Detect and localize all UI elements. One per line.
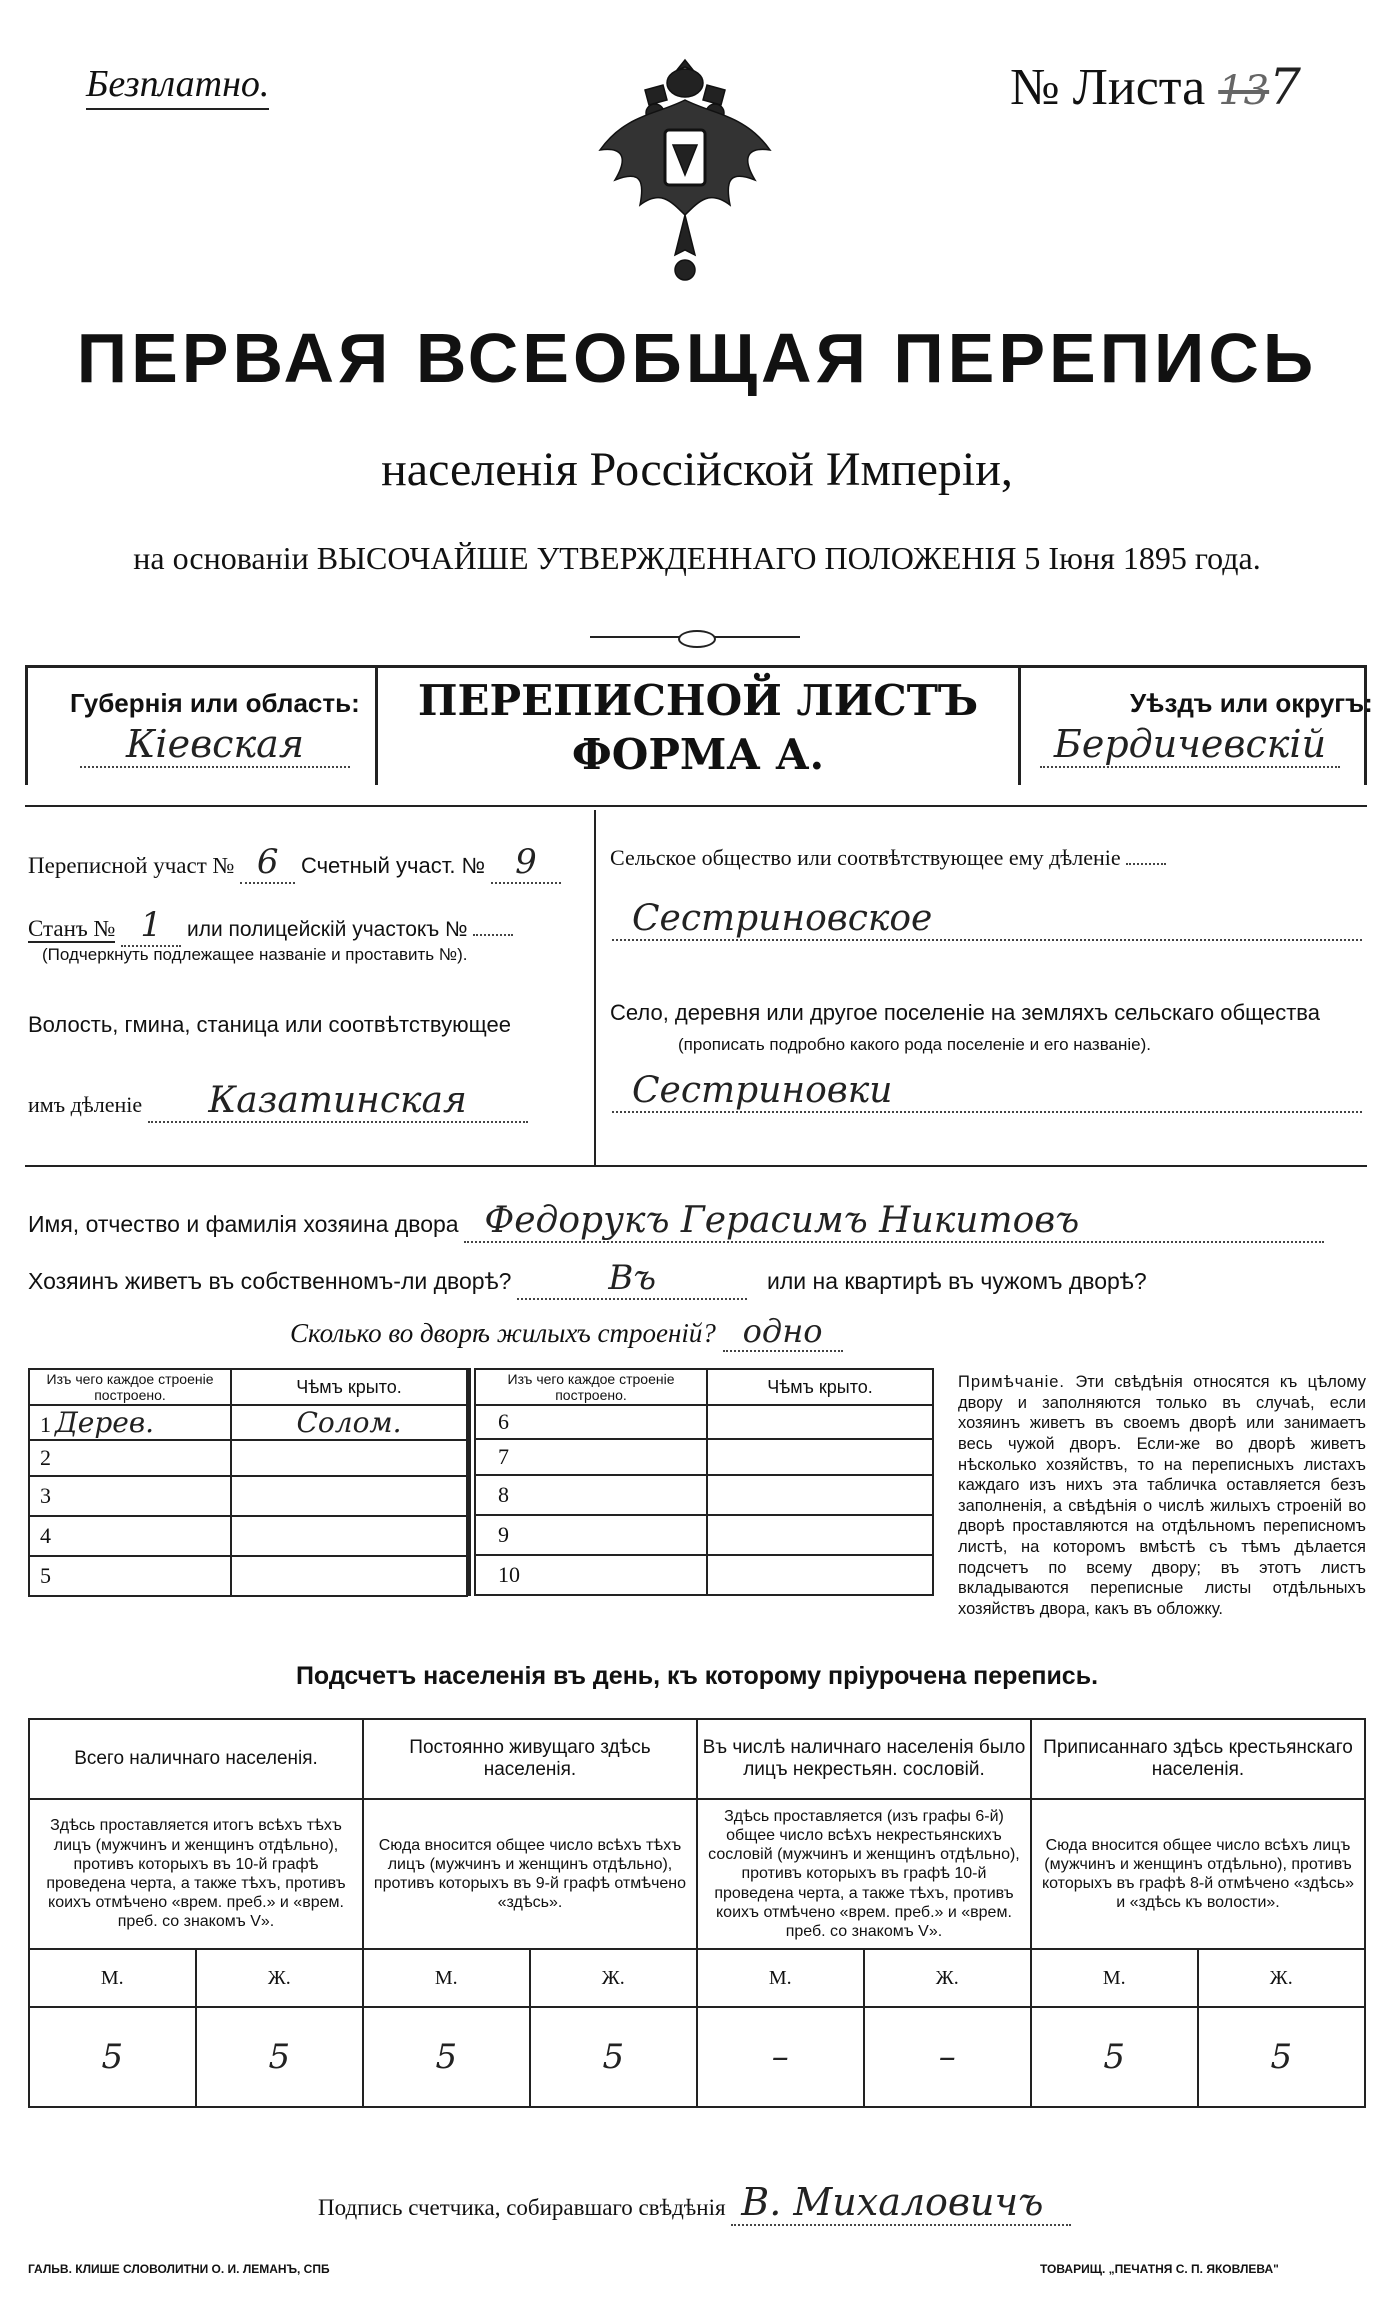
col-roof-right: Чѣмъ крыто. — [707, 1369, 933, 1405]
row-number: 4 — [40, 1523, 51, 1548]
sheet-number-value: 7 — [1269, 58, 1301, 116]
pop-head-total: Всего наличнаго населенія. — [29, 1719, 363, 1799]
village-note: (прописать подробно какого рода поселеніе и его названіе). — [678, 1035, 1152, 1054]
owner-row — [28, 1200, 1324, 1243]
rural-society-label: Сельское общество или соотвѣтствующее ему дѣленіе — [610, 845, 1121, 870]
count-district-label: Счетный участ. № — [300, 853, 486, 878]
imperial-eagle-emblem — [585, 55, 785, 285]
pop-desc-total: Здѣсь проставляется итогъ всѣхъ тѣхъ лицъ (мужчинъ и женщинъ отдѣльно), противъ которыхъ въ 10-й графѣ проведена черта, а также тѣхъ, противъ коихъ отмѣчено «врем. преб.» и «врем. преб. со знакомъ V». — [29, 1799, 363, 1949]
district-label: Уѣздъ или округъ: — [1130, 688, 1373, 718]
census-district-value: 6 — [240, 842, 295, 884]
registered-male-value: 5 — [1031, 2007, 1198, 2107]
stan-label: Станъ № — [28, 916, 116, 941]
f-label: Ж. — [530, 1949, 697, 2007]
buildings-row — [290, 1312, 843, 1352]
province-label: Губернія или область: — [70, 688, 360, 718]
stan-suffix: или полицейскій участокъ № — [186, 918, 468, 941]
row-roof: Солом. — [231, 1405, 467, 1440]
signature-row — [318, 2180, 1071, 2226]
note-title: Примѣчаніе. — [958, 1373, 1066, 1391]
non-peasant-male-value: – — [697, 2007, 864, 2107]
printer-right: ТОВАРИЩ. „ПЕЧАТНЯ С. П. ЯКОВЛЕВА" — [1040, 2262, 1279, 2276]
volost-row — [28, 1080, 528, 1123]
pop-head-permanent: Постоянно живущаго здѣсь населенія. — [363, 1719, 697, 1799]
stan-row — [28, 905, 513, 947]
owner-label: Имя, отчество и фамилія хозяина двора — [28, 1211, 459, 1237]
census-subtitle: населенія Россійской Имперіи, — [381, 443, 1013, 496]
own-yard-label: Хозяинъ живетъ въ собственномъ-ли дворѣ? — [28, 1268, 512, 1294]
buildings-value: одно — [723, 1312, 843, 1352]
col-material-left: Изъ чего каждое строеніе построено. — [29, 1369, 231, 1405]
stan-value: 1 — [121, 905, 181, 947]
row-number: 3 — [40, 1483, 51, 1508]
col-roof-left: Чѣмъ крыто. — [231, 1369, 467, 1405]
pop-desc-permanent: Сюда вносится общее число всѣхъ тѣхъ лицъ (мужчинъ и женщинъ отдѣльно), противъ которыхъ въ 9-й графѣ отмѣчено «здѣсь». — [363, 1799, 697, 1949]
province-value: Кіевская — [80, 722, 350, 768]
permanent-male-value: 5 — [363, 2007, 530, 2107]
census-basis: на основаніи ВЫСОЧАЙШЕ УТВЕРЖДЕННАГО ПОЛОЖЕНІЯ 5 Іюня 1895 года. — [133, 540, 1261, 576]
note-text: Эти свѣдѣнія относятся къ цѣлому двору и заполняются только въ случаѣ, если хозяинъ живетъ въ своемъ дворѣ или занимаетъ весь чужой дворъ. Если-же во дворѣ живетъ нѣсколько хозяйствъ, то на переписныхъ листахъ каждаго изъ нихъ эта табличка оставляется безъ заполненія, а свѣдѣнія о числѣ жилыхъ строеній во дворѣ проставляются на отдѣльномъ переписномъ листѣ, на которомъ вмѣстѣ съ тѣмъ дѣлается подсчетъ по всему двору; въ этотъ листъ вкладываются переписные листы отдѣльныхъ хозяйствъ двора, какъ въ обложку. — [958, 1373, 1366, 1618]
census-district-label: Переписной участ № — [28, 853, 235, 878]
m-label: М. — [697, 1949, 864, 2007]
total-female-value: 5 — [196, 2007, 363, 2107]
col-material-right: Изъ чего каждое строеніе построено. — [475, 1369, 707, 1405]
row-material: Дерев. — [55, 1406, 155, 1439]
f-label: Ж. — [196, 1949, 363, 2007]
owner-value: Федорукъ Герасимъ Никитовъ — [464, 1200, 1324, 1243]
free-label: Безплатно. — [86, 62, 269, 110]
permanent-female-value: 5 — [530, 2007, 697, 2107]
f-label: Ж. — [1198, 1949, 1365, 2007]
signature-label: Подпись счетчика, собиравшаго свѣдѣнія — [318, 2195, 726, 2220]
own-yard-value: Въ — [517, 1258, 747, 1300]
village-value: Сестриновки — [612, 1070, 1362, 1113]
non-peasant-female-value: – — [864, 2007, 1031, 2107]
volost-label-text: Волость, гмина, станица или соотвѣтствующее — [28, 1012, 511, 1037]
buildings-note — [958, 1372, 1366, 1620]
sheet-number-struck: 13 — [1218, 68, 1270, 114]
population-table — [28, 1718, 1366, 2108]
buildings-label: Сколько во дворѣ жилыхъ строеній? — [290, 1318, 716, 1348]
population-title: Подсчетъ населенія въ день, къ которому пріурочена перепись. — [295, 1662, 1099, 1690]
pop-head-non-peasant: Въ числѣ наличнаго населенія было лицъ некрестьян. сословій. — [697, 1719, 1031, 1799]
volost-value: Казатинская — [148, 1080, 528, 1123]
stan-note: (Подчеркнуть подлежащее названіе и проставить №). — [42, 945, 468, 964]
ornament-divider — [590, 630, 800, 644]
volost-label — [28, 1012, 511, 1038]
village-label: Село, деревня или другое поселеніе на земляхъ сельскаго общества — [610, 1000, 1320, 1025]
census-district-row — [28, 842, 561, 884]
m-label: М. — [363, 1949, 530, 2007]
row-number: 2 — [40, 1445, 51, 1470]
row-number: 7 — [498, 1444, 509, 1469]
row-number: 1 — [40, 1412, 51, 1437]
m-label: М. — [1031, 1949, 1198, 2007]
rural-society-row — [610, 845, 1166, 871]
pop-desc-registered: Сюда вносится общее число всѣхъ лицъ (мужчинъ и женщинъ отдѣльно), противъ которыхъ въ графѣ 8-й отмѣчено «здѣсь» и «здѣсь къ волости». — [1031, 1799, 1365, 1949]
form-subtitle: ФОРМА А. — [571, 730, 825, 779]
row-number: 6 — [498, 1409, 509, 1434]
sheet-number — [1010, 58, 1301, 117]
buildings-table-right — [474, 1368, 934, 1596]
row-number: 9 — [498, 1522, 509, 1547]
pop-desc-non-peasant: Здѣсь проставляется (изъ графы 6-й) общее число всѣхъ некрестьянскихъ сословій (мужчинъ и женщинъ отдѣльно), противъ которыхъ въ графѣ 10-й проведена черта, а также тѣхъ, противъ коихъ отмѣчено «врем. преб.» и «врем. преб. со знакомъ V». — [697, 1799, 1031, 1949]
row-number: 5 — [40, 1563, 51, 1588]
pop-head-registered: Приписаннаго здѣсь крестьянскаго населенія. — [1031, 1719, 1365, 1799]
form-title: ПЕРЕПИСНОЙ ЛИСТЪ — [417, 676, 979, 725]
row-number: 8 — [498, 1482, 509, 1507]
volost-label-2: имъ дѣленіе — [28, 1092, 143, 1117]
own-yard-row — [28, 1258, 1147, 1300]
buildings-table-left — [28, 1368, 468, 1597]
printer-left: ГАЛЬВ. КЛИШЕ СЛОВОЛИТНИ О. И. ЛЕМАНЪ, СПБ — [28, 2262, 330, 2276]
total-male-value: 5 — [29, 2007, 196, 2107]
row-number: 10 — [498, 1562, 520, 1587]
f-label: Ж. — [864, 1949, 1031, 2007]
census-title: ПЕРВАЯ ВСЕОБЩАЯ ПЕРЕПИСЬ — [76, 319, 1318, 397]
district-value: Бердичевскій — [1040, 722, 1340, 768]
rural-society-value: Сестриновское — [612, 898, 1362, 941]
count-district-value: 9 — [491, 842, 561, 884]
sheet-number-label: № Листа — [1010, 59, 1206, 116]
registered-female-value: 5 — [1198, 2007, 1365, 2107]
rented-label: или на квартирѣ въ чужомъ дворѣ? — [766, 1268, 1147, 1294]
signature-value: В. Михаловичъ — [731, 2180, 1071, 2226]
m-label: М. — [29, 1949, 196, 2007]
